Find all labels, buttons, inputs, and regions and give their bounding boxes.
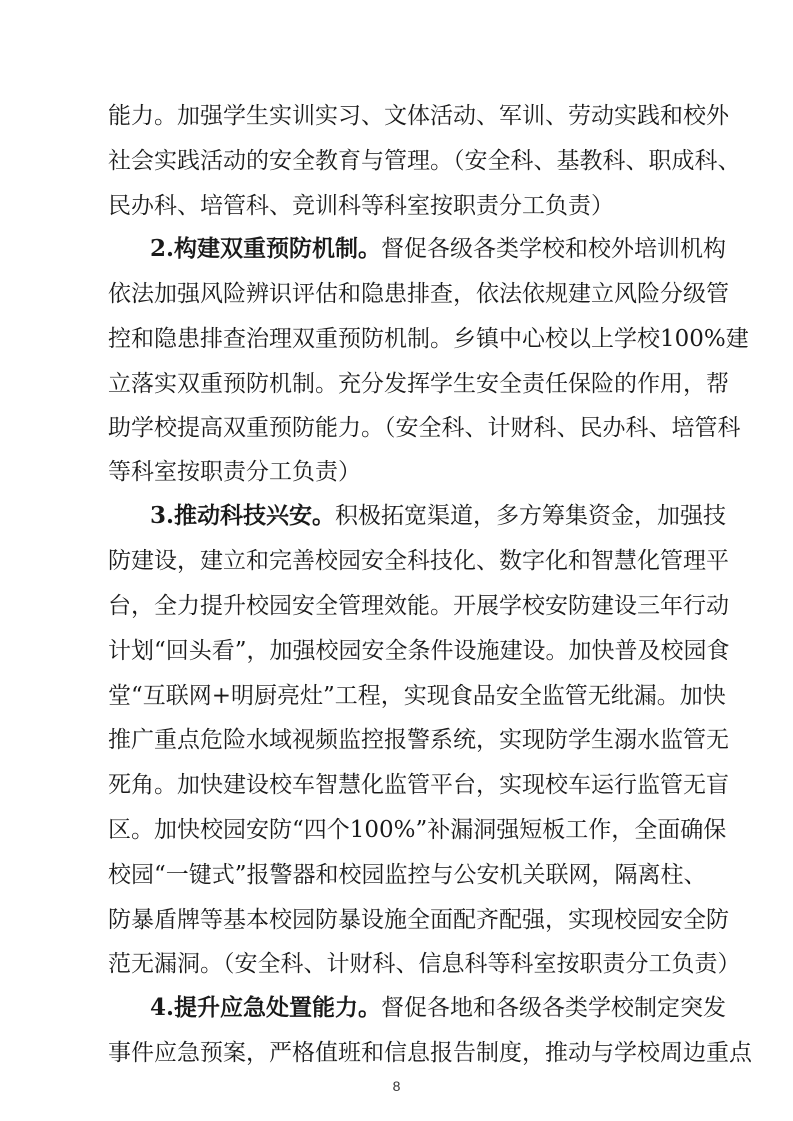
text-line: 依法加强风险辨识评估和隐患排查，依法依规建立风险分级管 <box>108 281 729 307</box>
text-line: 校园“一键式”报警器和校园监控与公安机关联网，隔离柱、 <box>108 862 707 888</box>
text-line: 防建设，建立和完善校园安全科技化、数字化和智慧化管理平 <box>108 548 729 574</box>
text-line: 范无漏洞。（安全科、计财科、信息科等科室按职责分工负责） <box>108 951 741 977</box>
text-line: 推广重点危险水域视频监控报警系统，实现防学生溺水监管无 <box>108 727 729 753</box>
text-line: 立落实双重预防机制。充分发挥学生安全责任保险的作用，帮 <box>108 371 729 397</box>
text-span: 督促各地和各级各类学校制定突发 <box>381 995 727 1021</box>
text-line: 堂“互联网+明厨亮灶”工程，实现食品安全监管无纰漏。加快 <box>108 683 726 709</box>
section-heading-4: 4.提升应急处置能力。 <box>150 994 382 1021</box>
page-number: 8 <box>392 1078 401 1094</box>
section-heading-2: 2.构建双重预防机制。 <box>150 235 382 262</box>
text-line: 控和隐患排查治理双重预防机制。乡镇中心校以上学校100%建 <box>108 326 749 352</box>
paragraph-2-first-line <box>150 229 727 269</box>
text-line: 事件应急预案，严格值班和信息报告制度，推动与学校周边重点 <box>108 1040 752 1066</box>
text-line: 等科室按职责分工负责） <box>108 459 361 485</box>
text-line: 防暴盾牌等基本校园防暴设施全面配齐配强，实现校园安全防 <box>108 907 729 933</box>
text-line: 助学校提高双重预防能力。（安全科、计财科、民办科、培管科 <box>108 415 741 441</box>
text-span: 积极拓宽渠道，多方筹集资金，加强技 <box>335 503 727 529</box>
paragraph-3-first-line <box>150 496 727 536</box>
text-line: 民办科、培管科、竞训科等科室按职责分工负责） <box>108 193 614 219</box>
section-heading-3: 3.推动科技兴安。 <box>150 502 336 529</box>
text-line: 区。加快校园安防“四个100%”补漏洞强短板工作，全面确保 <box>108 817 727 843</box>
text-line: 计划“回头看”，加强校园安全条件设施建设。加快普及校园食 <box>108 638 730 664</box>
text-line: 死角。加快建设校车智慧化监管平台，实现校车运行监管无盲 <box>108 772 729 798</box>
paragraph-4-first-line <box>150 988 727 1028</box>
text-line: 能力。加强学生实训实习、文体活动、军训、劳动实践和校外 <box>108 103 729 129</box>
text-line: 台，全力提升校园安全管理效能。开展学校安防建设三年行动 <box>108 593 729 619</box>
text-line: 社会实践活动的安全教育与管理。（安全科、基教科、职成科、 <box>108 148 741 174</box>
text-span: 督促各级各类学校和校外培训机构 <box>381 236 727 262</box>
